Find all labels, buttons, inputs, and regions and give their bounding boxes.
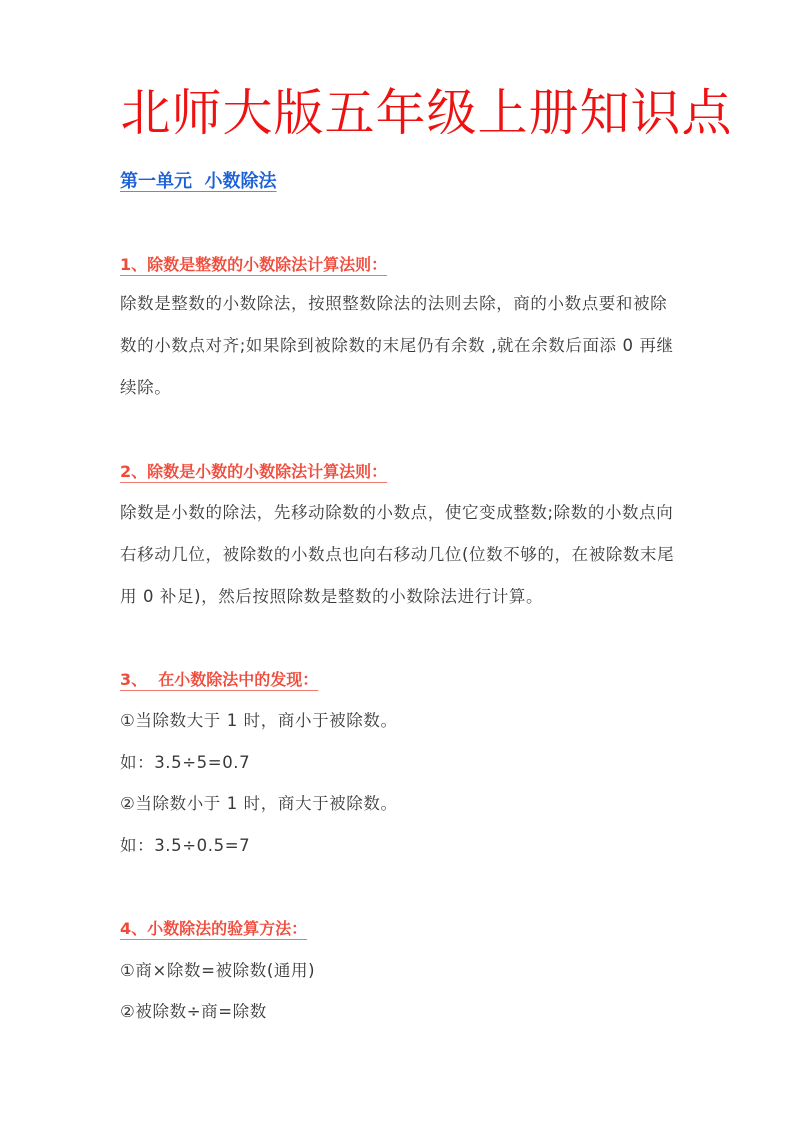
section-1-line-1: 除数是整数的小数除法，按照整数除法的法则去除，商的小数点要和被除 — [120, 294, 668, 313]
section-3-line-3: ②当除数小于 1 时，商大于被除数。 — [120, 794, 398, 813]
section-2-heading: 2、除数是小数的小数除法计算法则： — [120, 462, 388, 481]
section-3-line-2: 如：3.5÷5=0.7 — [120, 753, 251, 772]
section-1-line-2: 数的小数点对齐;如果除到被除数的末尾仍有余数 ,就在余数后面添 0 再继 — [120, 336, 674, 355]
page-title: 北师大版五年级上册知识点 — [120, 84, 733, 142]
section-4-heading: 4、小数除法的验算方法： — [120, 919, 308, 938]
section-1-heading: 1、除数是整数的小数除法计算法则： — [120, 255, 388, 274]
section-3-line-4: 如：3.5÷0.5=7 — [120, 836, 251, 855]
section-3-line-1: ①当除数大于 1 时，商小于被除数。 — [120, 711, 398, 730]
section-4-line-2: ②被除数÷商=除数 — [120, 1002, 267, 1021]
section-3-heading: 3、 在小数除法中的发现： — [120, 670, 319, 689]
section-2-line-2: 右移动几位，被除数的小数点也向右移动几位(位数不够的，在被除数末尾 — [120, 545, 675, 564]
section-4-line-1: ①商×除数=被除数(通用) — [120, 961, 316, 980]
section-1-line-3: 续除。 — [120, 378, 172, 397]
section-2-line-1: 除数是小数的除法，先移动除数的小数点，使它变成整数;除数的小数点向 — [120, 503, 674, 522]
unit-title: 第一单元 小数除法 — [120, 171, 277, 192]
section-2-line-3: 用 0 补足)，然后按照除数是整数的小数除法进行计算。 — [120, 587, 544, 606]
